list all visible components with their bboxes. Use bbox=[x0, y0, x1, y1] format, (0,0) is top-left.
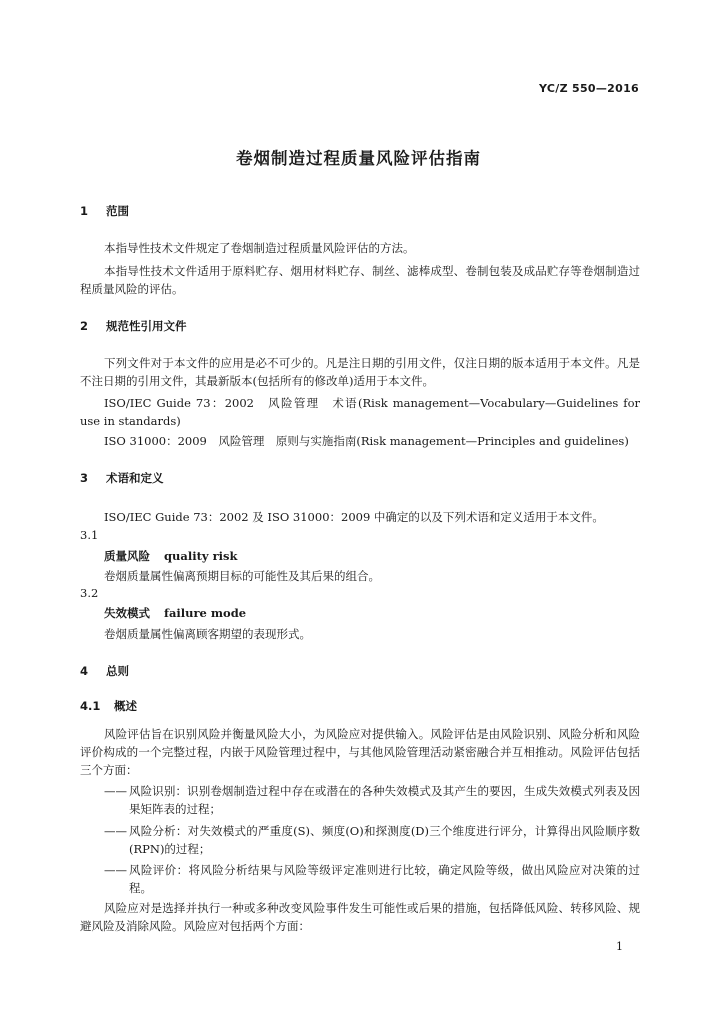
section-4-heading bbox=[80, 663, 129, 679]
section-number: 3 bbox=[80, 471, 89, 485]
list-item-text: 风险分析：对失效模式的严重度(S)、频度(O)和探测度(D)三个维度进行评分，计算得出风险顺序数(RPN)的过程； bbox=[129, 824, 640, 856]
term-en: failure mode bbox=[164, 606, 247, 620]
section-number: 4 bbox=[80, 664, 89, 678]
paragraph: 风险应对是选择并执行一种或多种改变风险事件发生可能性或后果的措施，包括降低风险、转移风险、规避风险及消除风险。风险应对包括两个方面： bbox=[80, 901, 640, 933]
section-title: 总则 bbox=[106, 664, 130, 678]
section-title: 术语和定义 bbox=[106, 471, 164, 485]
term-zh: 质量风险 bbox=[104, 549, 150, 563]
subsection-number: 4.1 bbox=[80, 699, 101, 713]
subsection-4-1-heading bbox=[80, 698, 137, 714]
list-item bbox=[104, 861, 640, 897]
section-2-heading bbox=[80, 318, 187, 334]
section-3-heading bbox=[80, 470, 164, 486]
list-item-text: 风险识别：识别卷烟制造过程中存在或潜在的各种失效模式及其产生的要因，生成失效模式列表及因果矩阵表的过程； bbox=[129, 784, 640, 816]
term-definition: 卷烟质量属性偏离预期目标的可能性及其后果的组合。 bbox=[104, 569, 380, 583]
list-item bbox=[104, 782, 640, 818]
section-1-heading bbox=[80, 203, 129, 219]
standard-code: YC/Z 550—2016 bbox=[539, 82, 639, 95]
subsection-title: 概述 bbox=[114, 699, 138, 713]
paragraph: 本指导性技术文件适用于原料贮存、烟用材料贮存、制丝、滤棒成型、卷制包装及成品贮存等卷烟制造过程质量风险的评估。 bbox=[80, 264, 640, 296]
section-number: 1 bbox=[80, 204, 89, 218]
list-item-text: 风险评价：将风险分析结果与风险等级评定准则进行比较，确定风险等级，做出风险应对决策的过程。 bbox=[129, 863, 640, 895]
term-number: 3.2 bbox=[80, 586, 99, 600]
paragraph: ISO/IEC Guide 73：2002 及 ISO 31000：2009 中确定的以及下列术语和定义适用于本文件。 bbox=[104, 510, 604, 524]
document-title: 卷烟制造过程质量风险评估指南 bbox=[236, 149, 481, 168]
term-number: 3.1 bbox=[80, 528, 99, 542]
paragraph: 本指导性技术文件规定了卷烟制造过程质量风险评估的方法。 bbox=[104, 241, 415, 255]
term-en: quality risk bbox=[164, 549, 238, 563]
normative-reference: ISO 31000：2009 风险管理 原则与实施指南(Risk management—Principles and guidelines) bbox=[104, 434, 629, 448]
paragraph: 风险评估旨在识别风险并衡量风险大小，为风险应对提供输入。风险评估是由风险识别、风险分析和风险评价构成的一个完整过程，内嵌于风险管理过程中，与其他风险管理活动紧密融合并互相推动。风险评估包括三个方面： bbox=[80, 727, 640, 777]
section-title: 规范性引用文件 bbox=[106, 319, 187, 333]
dash-marker: —— bbox=[104, 863, 127, 877]
section-title: 范围 bbox=[106, 204, 130, 218]
term-heading bbox=[104, 605, 246, 621]
paragraph: 下列文件对于本文件的应用是必不可少的。凡是注日期的引用文件，仅注日期的版本适用于本文件。凡是不注日期的引用文件，其最新版本(包括所有的修改单)适用于本文件。 bbox=[80, 356, 640, 388]
term-heading bbox=[104, 548, 237, 564]
list-item bbox=[104, 822, 640, 858]
normative-reference: ISO/IEC Guide 73：2002 风险管理 术语(Risk management—Vocabulary—Guidelines for use in standards) bbox=[80, 396, 640, 428]
term-zh: 失效模式 bbox=[104, 606, 150, 620]
term-definition: 卷烟质量属性偏离顾客期望的表现形式。 bbox=[104, 627, 311, 641]
page-number: 1 bbox=[616, 940, 623, 953]
dash-marker: —— bbox=[104, 824, 127, 838]
section-number: 2 bbox=[80, 319, 89, 333]
dash-marker: —— bbox=[104, 784, 127, 798]
